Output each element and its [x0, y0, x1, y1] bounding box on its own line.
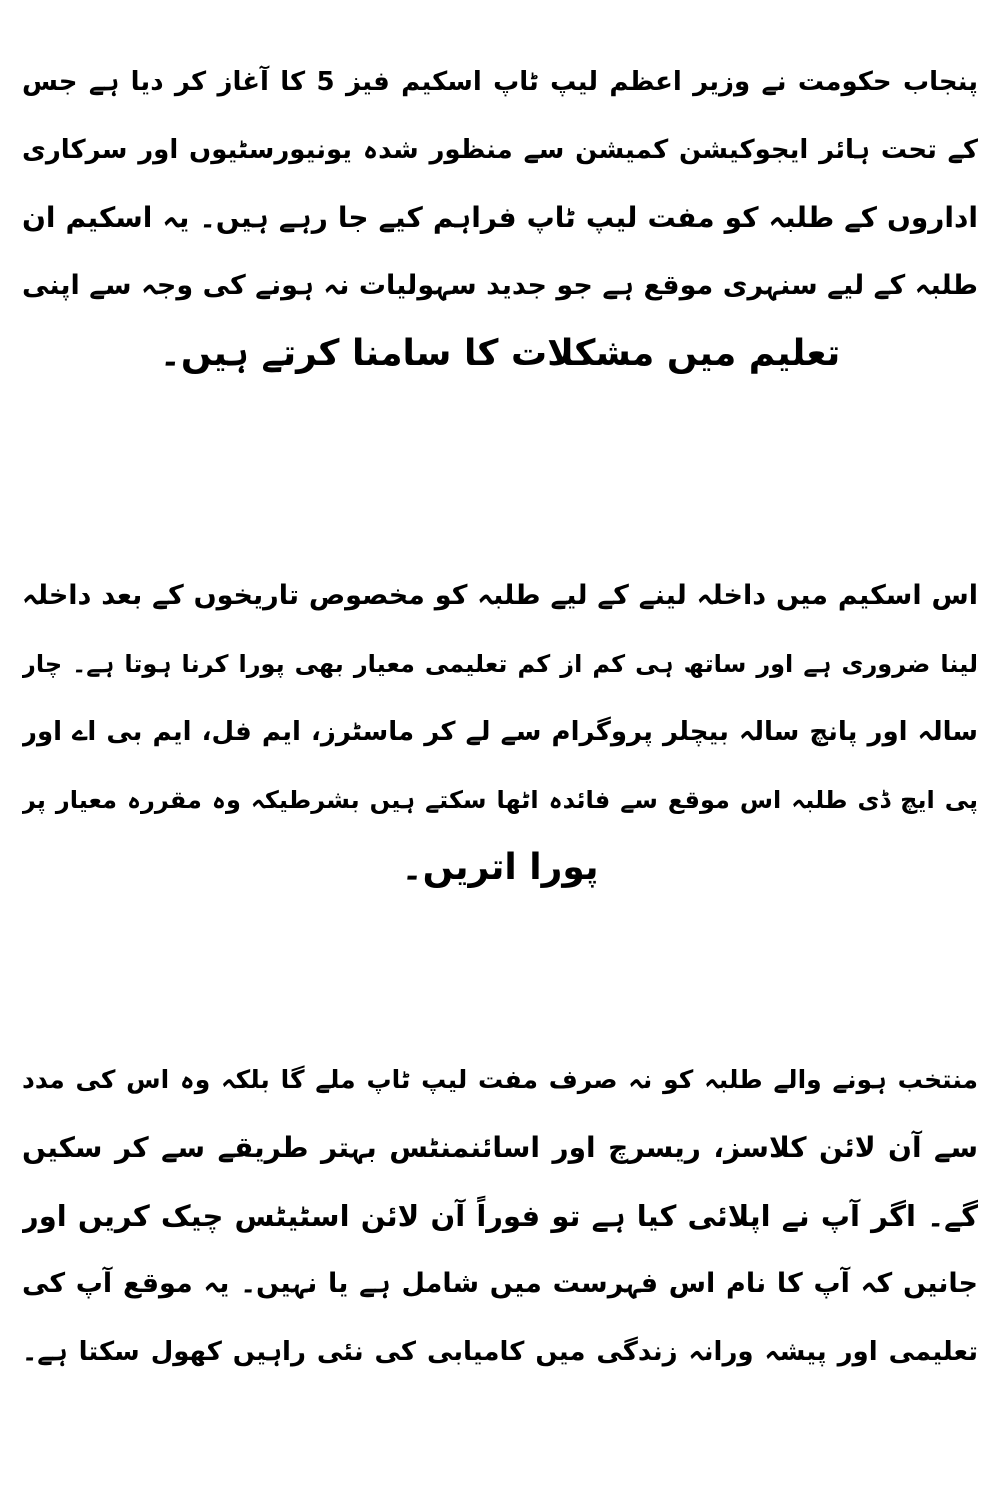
paragraph-line: سالہ اور پانچ سالہ بیچلر پروگرام سے لے کر ماسٹرز، ایم فل، ایم بی اے اور — [22, 717, 978, 747]
paragraph-scheme-intro — [22, 48, 978, 388]
paragraph-line: کے تحت ہائر ایجوکیشن کمیشن سے منظور شدہ یونیورسٹیوں اور سرکاری — [22, 135, 978, 165]
paragraph-line: پی ایچ ڈی طلبہ اس موقع سے فائدہ اٹھا سکتے ہیں بشرطیکہ وہ مقررہ معیار پر — [22, 786, 978, 814]
paragraph-line: طلبہ کے لیے سنہری موقع ہے جو جدید سہولیات نہ ہونے کی وجہ سے اپنی — [22, 270, 978, 301]
paragraph-line: تعلیم میں مشکلات کا سامنا کرتے ہیں۔ — [159, 333, 841, 374]
paragraph-line: جانیں کہ آپ کا نام اس فہرست میں شامل ہے یا نہیں۔ یہ موقع آپ کی — [22, 1268, 978, 1299]
paragraph-benefits — [22, 1046, 978, 1386]
paragraph-line: پورا اتریں۔ — [401, 847, 599, 888]
paragraph-line: تعلیمی اور پیشہ ورانہ زندگی میں کامیابی کی نئی راہیں کھول سکتا ہے۔ — [22, 1337, 978, 1367]
paragraph-line: سے آن لائن کلاسز، ریسرچ اور اسائنمنٹس بہتر طریقے سے کر سکیں — [22, 1131, 978, 1164]
paragraph-line: منتخب ہونے والے طلبہ کو نہ صرف مفت لیپ ٹاپ ملے گا بلکہ وہ اس کی مدد — [22, 1065, 978, 1094]
paragraph-line: اس اسکیم میں داخلہ لینے کے لیے طلبہ کو مخصوص تاریخوں کے بعد داخلہ — [22, 580, 978, 611]
paragraph-line: پنجاب حکومت نے وزیر اعظم لیپ ٹاپ اسکیم فیز 5 کا آغاز کر دیا ہے جس — [22, 67, 978, 97]
paragraph-line: لینا ضروری ہے اور ساتھ ہی کم از کم تعلیمی معیار بھی پورا کرنا ہوتا ہے۔ چار — [22, 650, 978, 678]
paragraph-line: گے۔ اگر آپ نے اپلائی کیا ہے تو فوراً آن لائن اسٹیٹس چیک کریں اور — [22, 1199, 978, 1233]
paragraph-eligibility — [22, 562, 978, 902]
paragraph-line: اداروں کے طلبہ کو مفت لیپ ٹاپ فراہم کیے جا رہے ہیں۔ یہ اسکیم ان — [22, 201, 978, 234]
